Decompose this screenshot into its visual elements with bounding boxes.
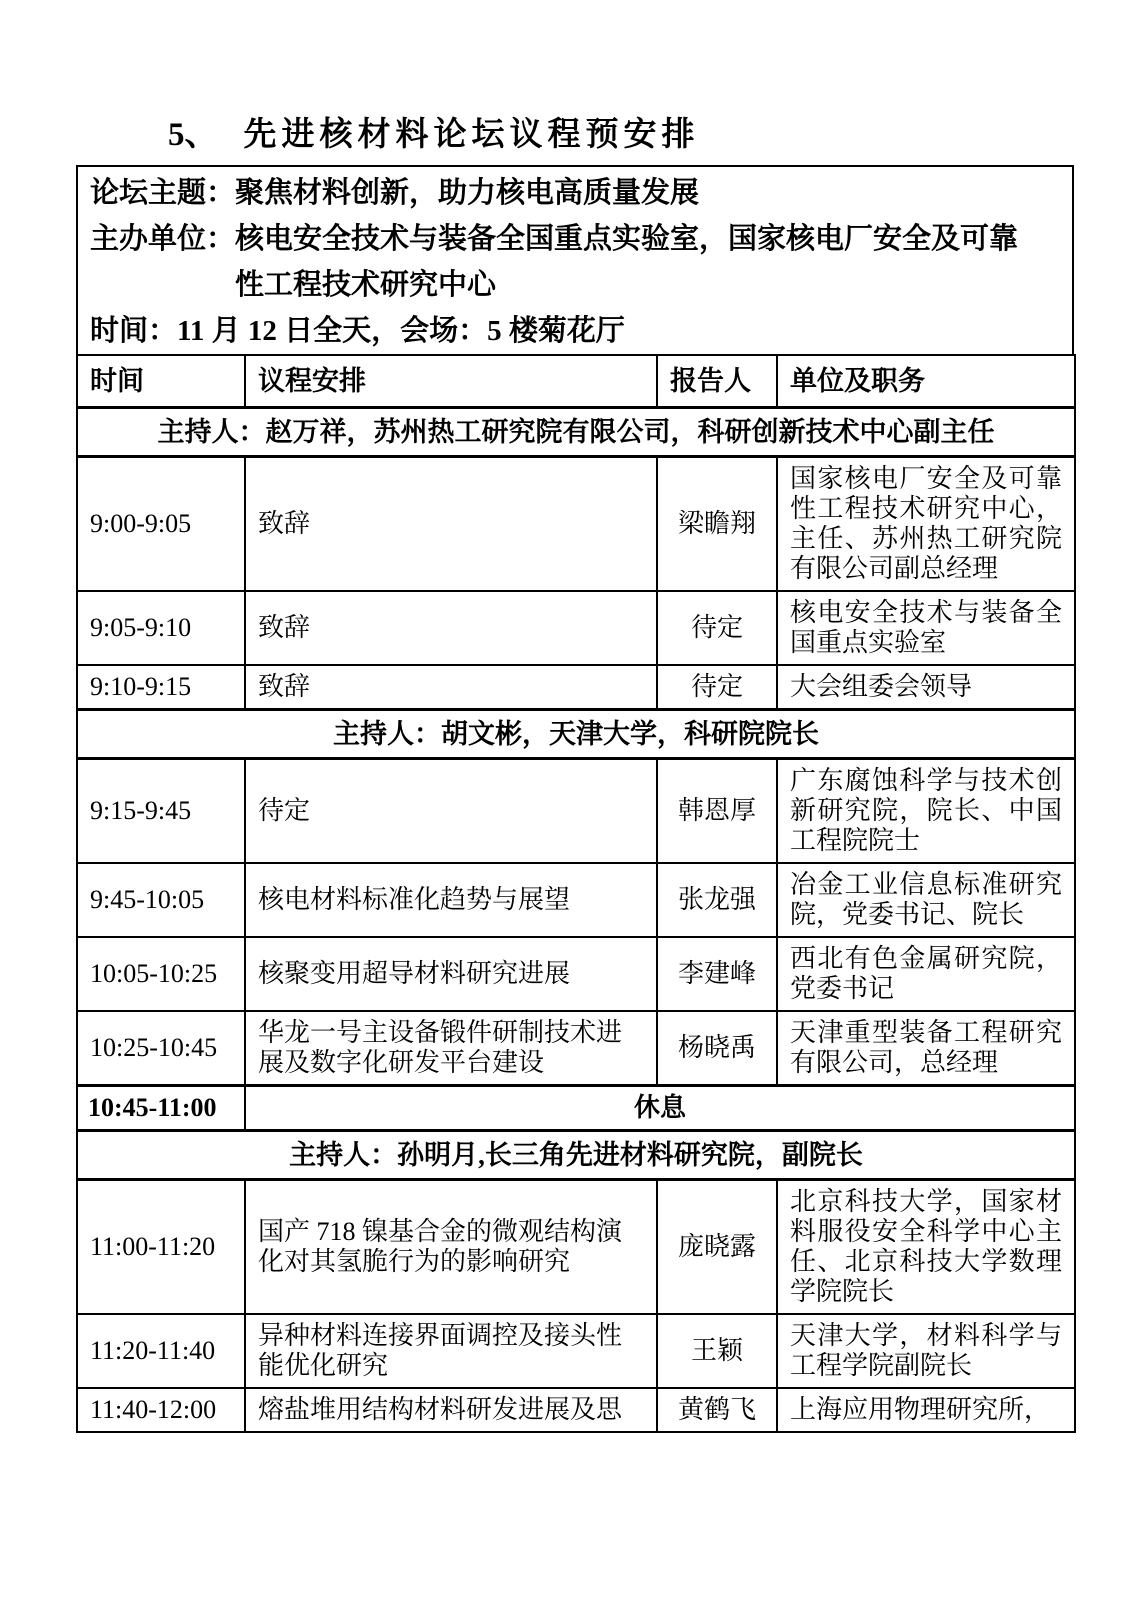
agenda-row [77, 665, 1075, 710]
agenda-topic-cell: 致辞 [245, 591, 657, 665]
session-host-row [77, 1130, 1075, 1179]
agenda-speaker-cell: 庞晓露 [657, 1179, 777, 1314]
agenda-row [77, 863, 1075, 937]
table-header-row [77, 355, 1075, 408]
agenda-time-cell: 11:40-12:00 [77, 1388, 245, 1432]
agenda-row [77, 758, 1075, 863]
info-entry-line: 时间：11 月 12 日全天，会场：5 楼菊花厅 [90, 314, 625, 347]
agenda-row [77, 1179, 1075, 1314]
session-host-cell: 主持人：赵万祥，苏州热工研究院有限公司，科研创新技术中心副主任 [77, 407, 1075, 456]
title-text: 先进核材料论坛议程预安排 [243, 117, 700, 153]
session-host-cell: 主持人：孙明月,长三角先进材料研究院，副院长 [77, 1130, 1075, 1179]
info-entry-label: 主办单位： [90, 222, 236, 255]
session-host-row [77, 709, 1075, 758]
agenda-time-cell: 9:15-9:45 [77, 758, 245, 863]
session-host-row [77, 407, 1075, 456]
agenda-topic-cell: 华龙一号主设备锻件研制技术进展及数字化研发平台建设 [245, 1011, 657, 1086]
forum-info-box [76, 165, 1074, 354]
agenda-affiliation-cell: 大会组委会领导 [777, 665, 1075, 710]
agenda-affiliation-cell: 国家核电厂安全及可靠性工程技术研究中心，主任、苏州热工研究院有限公司副总经理 [777, 456, 1075, 591]
agenda-affiliation-cell: 上海应用物理研究所， [777, 1388, 1075, 1432]
agenda-row [77, 1314, 1075, 1388]
title-number: 5、 [168, 117, 218, 153]
agenda-topic-cell: 致辞 [245, 456, 657, 591]
forum-agenda-document [76, 165, 1074, 1433]
agenda-speaker-cell: 待定 [657, 591, 777, 665]
agenda-affiliation-cell: 天津重型装备工程研究有限公司，总经理 [777, 1011, 1075, 1086]
agenda-speaker-cell: 李建峰 [657, 937, 777, 1011]
info-entry-line: 性工程技术研究中心 [235, 268, 497, 301]
session-host-cell: 主持人：胡文彬，天津大学，科研院院长 [77, 709, 1075, 758]
agenda-affiliation-cell: 北京科技大学，国家材料服役安全科学中心主任、北京科技大学数理学院院长 [777, 1179, 1075, 1314]
info-entry-line: 聚焦材料创新，助力核电高质量发展 [235, 176, 700, 209]
agenda-row [77, 1011, 1075, 1086]
agenda-row [77, 937, 1075, 1011]
agenda-time-cell: 10:25-10:45 [77, 1011, 245, 1086]
info-entry [90, 216, 1058, 308]
agenda-time-cell: 10:05-10:25 [77, 937, 245, 1011]
column-header: 报告人 [657, 355, 777, 408]
agenda-affiliation-cell: 冶金工业信息标准研究院，党委书记、院长 [777, 863, 1075, 937]
agenda-topic-cell: 核聚变用超导材料研究进展 [245, 937, 657, 1011]
agenda-speaker-cell: 王颖 [657, 1314, 777, 1388]
agenda-topic-cell: 核电材料标准化趋势与展望 [245, 863, 657, 937]
page-title [168, 116, 1131, 156]
info-entry [90, 170, 1058, 216]
break-row [77, 1085, 1075, 1130]
agenda-speaker-cell: 韩恩厚 [657, 758, 777, 863]
agenda-speaker-cell: 张龙强 [657, 863, 777, 937]
agenda-speaker-cell: 梁瞻翔 [657, 456, 777, 591]
agenda-time-cell: 9:45-10:05 [77, 863, 245, 937]
agenda-speaker-cell: 待定 [657, 665, 777, 710]
break-label-cell: 休息 [245, 1085, 1075, 1130]
agenda-speaker-cell: 黄鹤飞 [657, 1388, 777, 1432]
column-header: 议程安排 [245, 355, 657, 408]
agenda-affiliation-cell: 核电安全技术与装备全国重点实验室 [777, 591, 1075, 665]
agenda-speaker-cell: 杨晓禹 [657, 1011, 777, 1086]
agenda-affiliation-cell: 广东腐蚀科学与技术创新研究院，院长、中国工程院院士 [777, 758, 1075, 863]
agenda-time-cell: 9:00-9:05 [77, 456, 245, 591]
agenda-topic-cell: 熔盐堆用结构材料研发进展及思 [245, 1388, 657, 1432]
agenda-topic-cell: 致辞 [245, 665, 657, 710]
info-entry [90, 308, 1058, 354]
column-header: 单位及职务 [777, 355, 1075, 408]
agenda-affiliation-cell: 西北有色金属研究院，党委书记 [777, 937, 1075, 1011]
column-header: 时间 [77, 355, 245, 408]
agenda-topic-cell: 待定 [245, 758, 657, 863]
break-time-cell: 10:45-11:00 [77, 1085, 245, 1130]
agenda-time-cell: 11:20-11:40 [77, 1314, 245, 1388]
agenda-time-cell: 9:05-9:10 [77, 591, 245, 665]
agenda-topic-cell: 异种材料连接界面调控及接头性能优化研究 [245, 1314, 657, 1388]
info-entry-line: 核电安全技术与装备全国重点实验室，国家核电厂安全及可靠 [235, 222, 1019, 255]
agenda-row [77, 1388, 1075, 1432]
agenda-row [77, 591, 1075, 665]
agenda-topic-cell: 国产 718 镍基合金的微观结构演化对其氢脆行为的影响研究 [245, 1179, 657, 1314]
agenda-time-cell: 11:00-11:20 [77, 1179, 245, 1314]
agenda-table [76, 354, 1076, 1433]
agenda-affiliation-cell: 天津大学，材料科学与工程学院副院长 [777, 1314, 1075, 1388]
agenda-row [77, 456, 1075, 591]
agenda-time-cell: 9:10-9:15 [77, 665, 245, 710]
info-entry-label: 论坛主题： [90, 176, 236, 209]
